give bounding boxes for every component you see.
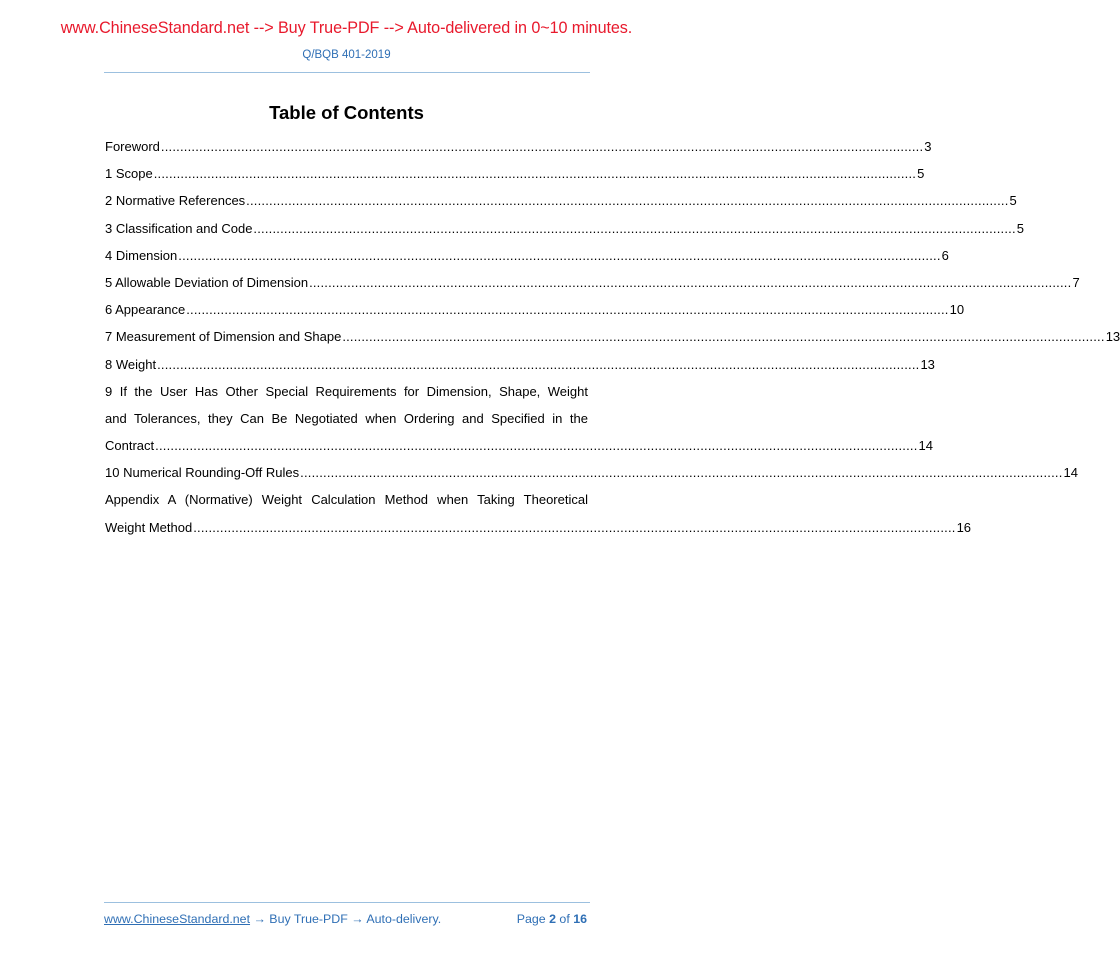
toc-entry-page: 5 — [1016, 220, 1025, 236]
toc-entry-label: Contract — [105, 438, 155, 454]
toc-entry-label: 3 Classification and Code — [105, 220, 253, 236]
page-prefix: Page — [516, 912, 550, 926]
toc-leader-dots: ........................................................................................................................................................................................................ — [300, 465, 1063, 481]
toc-leader-dots: ........................................................................................................................................................................................................ — [153, 166, 917, 182]
toc-entry-label-line: Appendix A (Normative) Weight Calculation Method when Taking Theoretical — [105, 492, 588, 508]
toc-leader-dots: ........................................................................................................................................................................................................ — [246, 193, 1009, 209]
toc-entry-allowable-deviation[interactable] — [105, 269, 1080, 296]
toc-entry-scope[interactable] — [105, 160, 925, 187]
current-page-number: 2 — [549, 912, 556, 926]
toc-entry-special-requirements[interactable] — [105, 378, 933, 460]
footer-site-link[interactable]: www.ChineseStandard.net — [104, 912, 251, 926]
toc-entry-label: 10 Numerical Rounding-Off Rules — [105, 465, 300, 481]
toc-entry-page: 5 — [1009, 193, 1017, 209]
toc-leader-dots: ........................................................................................................................................................................................................ — [309, 274, 1072, 290]
table-of-contents — [105, 133, 1120, 541]
toc-entry-label: 4 Dimension — [105, 247, 178, 263]
toc-entry-page: 16 — [956, 519, 972, 535]
toc-entry-label: Weight Method — [105, 519, 193, 535]
toc-entry-page: 14 — [1063, 465, 1078, 481]
header-divider — [104, 72, 590, 73]
toc-leader-dots: ........................................................................................................................................................................................................ — [160, 139, 924, 154]
toc-entry-label: 1 Scope — [105, 166, 153, 182]
toc-entry-page: 14 — [918, 438, 933, 454]
toc-entry-appendix-a[interactable] — [105, 486, 972, 540]
toc-entry-label: 7 Measurement of Dimension and Shape — [105, 329, 342, 345]
toc-leader-dots: ........................................................................................................................................................................................................ — [342, 329, 1105, 345]
page-separator: of — [555, 912, 574, 926]
promo-banner[interactable]: www.ChineseStandard.net --> Buy True-PDF --> Auto-delivered in 0~10 minutes. — [60, 19, 633, 37]
page-indicator — [517, 912, 587, 926]
footer-divider — [104, 902, 590, 903]
toc-leader-dots: ........................................................................................................................................................................................................ — [155, 438, 918, 454]
toc-entry-page: 6 — [941, 247, 949, 263]
toc-title: Table of Contents — [269, 102, 424, 123]
toc-entry-weight[interactable] — [105, 351, 935, 378]
toc-leader-dots: ........................................................................................................................................................................................................ — [193, 519, 956, 535]
toc-entry-label: 2 Normative References — [105, 193, 246, 209]
toc-entry-page: 13 — [920, 356, 935, 372]
toc-entry-page: 3 — [924, 139, 932, 154]
toc-leader-dots: ........................................................................................................................................................................................................ — [157, 356, 920, 372]
toc-entry-page: 7 — [1072, 274, 1080, 290]
footer-promo-text: → Buy True-PDF → Auto-delivery. — [250, 912, 442, 926]
toc-entry-label: 8 Weight — [105, 356, 157, 372]
toc-entry-label-line: 9 If the User Has Other Special Requirements for Dimension, Shape, Weight — [105, 383, 588, 399]
toc-entry-page: 5 — [917, 166, 925, 182]
footer-promo — [104, 912, 441, 926]
toc-entry-foreword[interactable] — [105, 133, 932, 160]
toc-entry-label: 6 Appearance — [105, 302, 186, 318]
toc-entry-measurement[interactable] — [105, 323, 1120, 350]
toc-entry-page: 10 — [949, 302, 965, 318]
toc-entry-appearance[interactable] — [105, 296, 965, 323]
total-page-count: 16 — [573, 912, 587, 926]
toc-entry-label: Foreword — [105, 139, 160, 154]
toc-leader-dots: ........................................................................................................................................................................................................ — [178, 247, 941, 263]
toc-entry-classification-and-code[interactable] — [105, 215, 1025, 242]
toc-entry-label: 5 Allowable Deviation of Dimension — [105, 274, 309, 290]
toc-entry-page: 13 — [1105, 329, 1120, 345]
toc-entry-dimension[interactable] — [105, 242, 949, 269]
toc-entry-label-line: and Tolerances, they Can Be Negotiated when Ordering and Specified in the — [105, 410, 588, 426]
toc-entry-rounding-off-rules[interactable] — [105, 459, 1078, 486]
toc-leader-dots: ........................................................................................................................................................................................................ — [253, 220, 1016, 236]
toc-entry-normative-references[interactable] — [105, 187, 1017, 214]
document-code: Q/BQB 401-2019 — [302, 49, 391, 61]
toc-leader-dots: ........................................................................................................................................................................................................ — [186, 302, 949, 318]
